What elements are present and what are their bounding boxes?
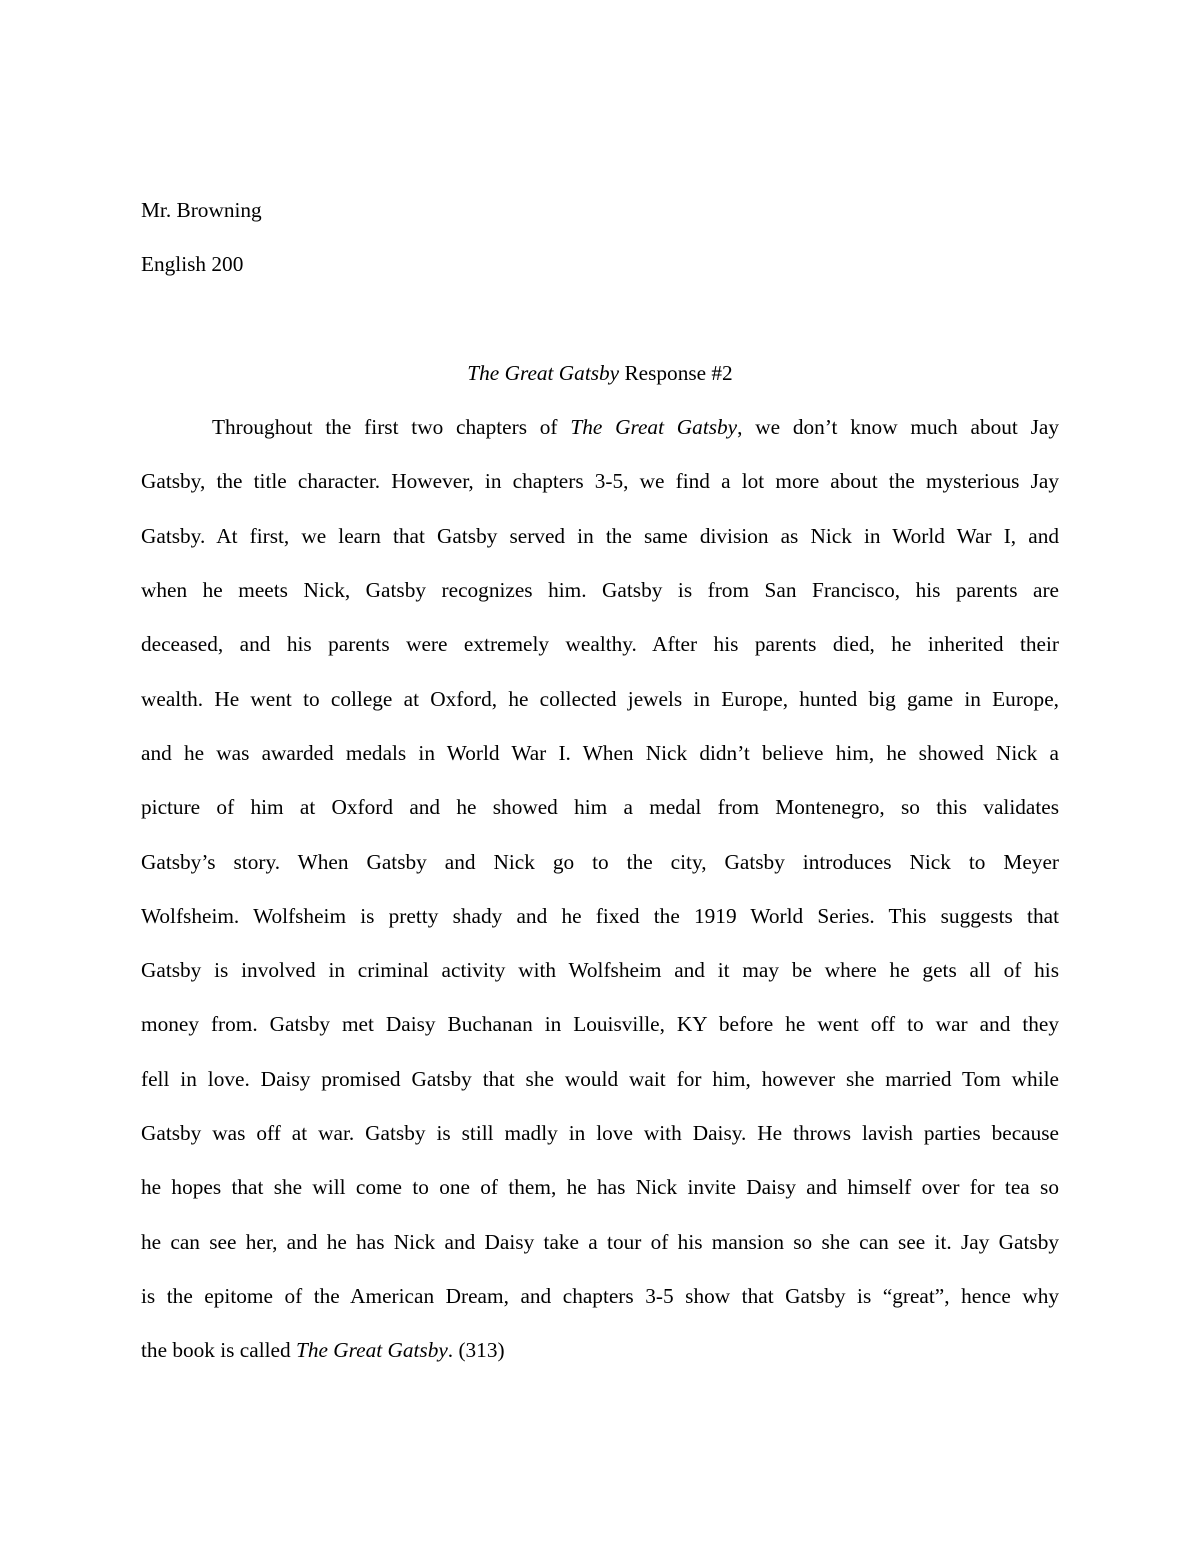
- body-last-line-end: . (313): [447, 1338, 505, 1363]
- course-name: English 200: [141, 252, 244, 277]
- body-line-1-start: Throughout the first two chapters of: [212, 415, 571, 440]
- body-line: Gatsby is involved in criminal activity with Wolfsheim and it may be where he gets all of his: [141, 958, 1059, 983]
- body-line: Gatsby. At first, we learn that Gatsby served in the same division as Nick in World War I, and: [141, 523, 1059, 548]
- body-line: is the epitome of the American Dream, and chapters 3-5 show that Gatsby is “great”, hence why: [141, 1283, 1059, 1308]
- body-line: when he meets Nick, Gatsby recognizes him. Gatsby is from San Francisco, his parents are: [141, 578, 1059, 603]
- body-line: he hopes that she will come to one of them, he has Nick invite Daisy and himself over for tea so: [141, 1175, 1059, 1200]
- essay-content: [141, 183, 1059, 1378]
- body-line-1-italic: The Great Gatsby: [570, 415, 738, 440]
- essay-title-italic: The Great Gatsby: [467, 360, 620, 385]
- body-line-1-end: , we don’t know much about Jay: [737, 415, 1060, 440]
- instructor-name: Mr. Browning: [141, 198, 262, 222]
- essay-title: [141, 346, 1059, 400]
- body-line: Wolfsheim. Wolfsheim is pretty shady and he fixed the 1919 World Series. This suggests that: [141, 903, 1059, 928]
- body-line: picture of him at Oxford and he showed him a medal from Montenegro, so this validates: [141, 795, 1059, 820]
- body-line-1: [141, 400, 1059, 454]
- body-last-line-italic: The Great Gatsby: [295, 1338, 448, 1363]
- body-line: wealth. He went to college at Oxford, he collected jewels in Europe, hunted big game in Europe,: [141, 686, 1059, 711]
- body-line: and he was awarded medals in World War I. When Nick didn’t believe him, he showed Nick a: [141, 740, 1059, 765]
- body-line: Gatsby’s story. When Gatsby and Nick go to the city, Gatsby introduces Nick to Meyer: [141, 849, 1059, 874]
- body-line: Gatsby, the title character. However, in chapters 3-5, we find a lot more about the mysterious Jay: [141, 469, 1059, 494]
- body-line: money from. Gatsby met Daisy Buchanan in Louisville, KY before he went off to war and they: [141, 1012, 1059, 1037]
- body-line: fell in love. Daisy promised Gatsby that she would wait for him, however she married Tom while: [141, 1066, 1059, 1091]
- body-line: deceased, and his parents were extremely wealthy. After his parents died, he inherited their: [141, 632, 1059, 657]
- blank-line: [141, 292, 1059, 346]
- body-last-line: [141, 1323, 1059, 1377]
- body-last-line-start: the book is called: [141, 1338, 296, 1363]
- essay-title-rest: Response #2: [619, 360, 733, 385]
- body-line: Gatsby was off at war. Gatsby is still madly in love with Daisy. He throws lavish parties because: [141, 1121, 1059, 1146]
- body-line: he can see her, and he has Nick and Daisy take a tour of his mansion so she can see it. Jay Gatsby: [141, 1229, 1059, 1254]
